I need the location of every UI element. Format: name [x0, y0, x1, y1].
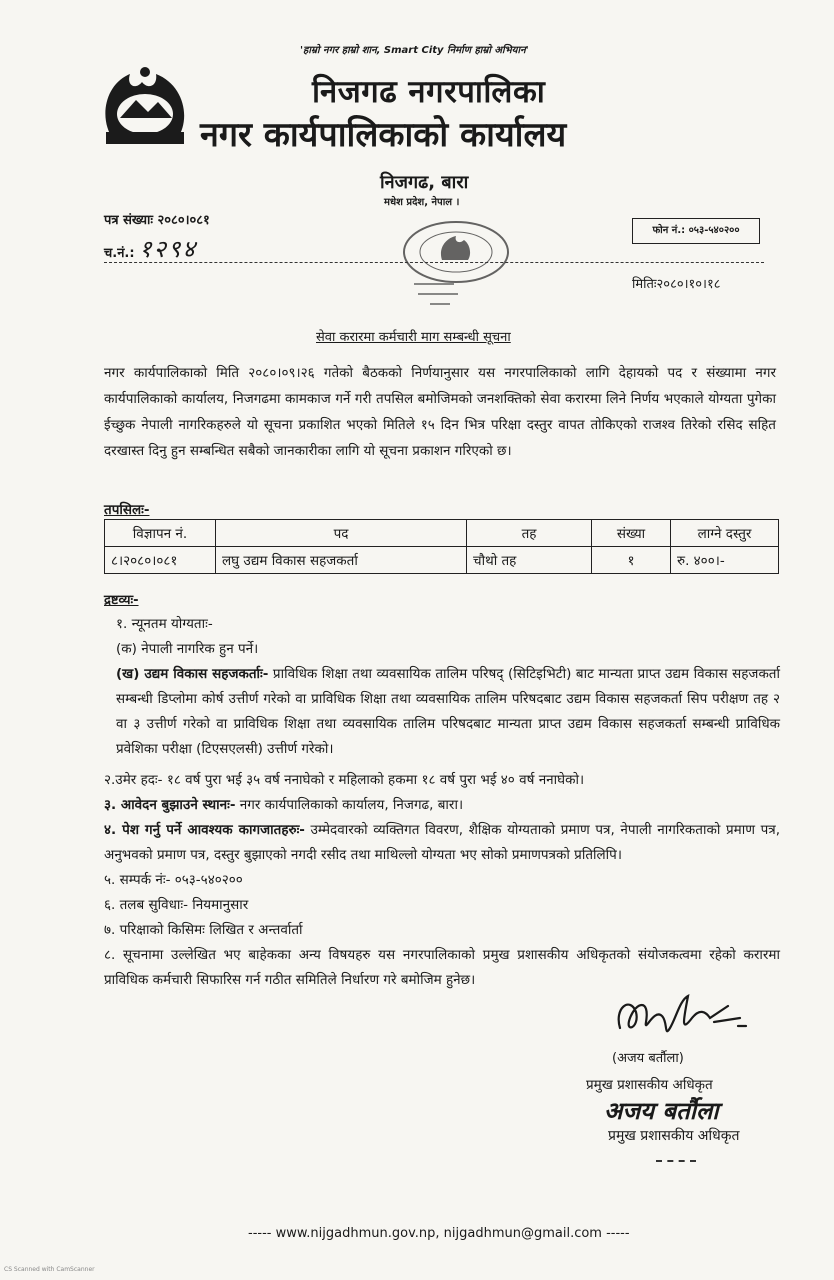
cell-post: लघु उद्यम विकास सहजकर्ता — [216, 547, 467, 574]
note-5: ५. सम्पर्क नंः- ०५३-५४०२०० — [104, 872, 243, 888]
footer-contact: ----- www.nijgadhmun.gov.np, nijgadhmun@gmail.com ----- — [248, 1226, 630, 1241]
note-3-label: ३. आवेदन बुझाउने स्थानः- — [104, 797, 236, 813]
col-level: तह — [467, 520, 592, 547]
province: मधेश प्रदेश, नेपाल । — [384, 197, 460, 208]
seal-name: अजय बर्तौला — [604, 1097, 719, 1125]
note-1b-label: (ख) उद्यम विकास सहजकर्ताः- — [116, 666, 269, 682]
municipality-name: निजगढ नगरपालिका — [312, 74, 546, 110]
col-post: पद — [216, 520, 467, 547]
letter-date: मितिः२०८०।१०।१८ — [632, 277, 721, 292]
notice-body: नगर कार्यपालिकाको मिति २०८०।०९।२६ गतेको बैठकको निर्णयानुसार यस नगरपालिकाको लागि देहायको पद र संख्यामा नगर कार्यपालिकाको कार्यालय, निजगढमा कामकाज गर्ने गरी तपसिल बमोजिमको जनशक्तिको सेवा करारमा लिने निर्णय भएकाले योग्यता पुगेका ईच्छुक नेपाली नागरिकहरुले यो सूचना प्रकाशित भएको मितिले १५ दिन भित्र परिक्षा दस्तुर वापत तोकिएको राजश्व तिरेको रसिद सहित दरखास्त दिनु हुन सम्बन्धित सबैको जानकारीका लागि यो सूचना प्रकाशन गरिएको छ। — [104, 365, 776, 459]
note-1a: (क) नेपाली नागरिक हुन पर्ने। — [116, 641, 259, 657]
nepal-emblem-icon — [96, 64, 194, 148]
note-2: २.उमेर हदः- १८ वर्ष पुरा भई ३५ वर्ष ननाघेको र महिलाको हकमा १८ वर्ष पुरा भई ४० वर्ष ननाघेको। — [104, 772, 585, 788]
col-ad-number: विज्ञापन नं. — [105, 520, 216, 547]
note-4-label: ४. पेश गर्नु पर्ने आवश्यक कागजातहरुः- — [104, 822, 305, 838]
slogan: 'हाम्रो नगर हाम्रो शान, Smart City निर्माण हाम्रो अभियान' — [300, 45, 529, 56]
scanner-watermark: CS Scanned with CamScanner — [4, 1266, 95, 1273]
dispatch-number — [104, 232, 197, 265]
signer-title: प्रमुख प्रशासकीय अधिकृत — [586, 1077, 713, 1093]
note-1b-text: प्राविधिक शिक्षा तथा व्यवसायिक तालिम परिषद् (सिटिइभिटी) बाट मान्यता प्राप्त उद्यम विकास सहजकर्ता सम्बन्धी डिप्लोमा कोर्ष उत्तीर्ण गरेको वा प्राविधिक शिक्षा तथा व्यवसायिक तालिम परिषदबाट उद्यम विकास सहजकर्ता सिप परीक्षण तह २ वा ३ उत्तीर्ण गरेको वा प्राविधिक शिक्षा तथा व्यवसायिक तालिम परिषदबाट मान्यता प्राप्त उद्यम विकास सहजकर्ता सम्बन्धी प्राविधिक प्रवेशिका परीक्षा (टिएसएलसी) उत्तीर्ण गरेको। — [116, 666, 780, 757]
seal-underline — [656, 1160, 696, 1162]
cell-fee: रु. ४००।- — [671, 547, 779, 574]
letter-number: पत्र संख्याः २०८०।०८१ — [104, 213, 210, 228]
office-name: नगर कार्यपालिकाको कार्यालय — [200, 115, 567, 155]
note-6: ६. तलब सुविधाः- नियमानुसार — [104, 897, 249, 913]
notes-list — [104, 612, 780, 993]
note-3-text: नगर कार्यपालिकाको कार्यालय, निजगढ, बारा। — [235, 797, 464, 813]
cell-level: चौथो तह — [467, 547, 592, 574]
cell-count: १ — [592, 547, 671, 574]
note-7: ७. परिक्षाको किसिमः लिखित र अन्तर्वार्ता — [104, 922, 303, 938]
note-4 — [104, 818, 780, 868]
phone-box: फोन नं.: ०५३-५४०२०० — [632, 218, 760, 244]
col-count: संख्या — [592, 520, 671, 547]
col-fee: लाग्ने दस्तुर — [671, 520, 779, 547]
signer-name-handwritten: (अजय बर्तौला) — [612, 1051, 684, 1066]
table-row — [105, 547, 779, 574]
note-8: ८. सूचनामा उल्लेखित भए बाहेकका अन्य विषयहरु यस नगरपालिकाको प्रमुख प्रशासकीय अधिकृतको संयोजकत्वमा रहेको करारमा प्राविधिक कर्मचारी सिफारिस गर्न गठीत समितिले निर्धारण गरे बमोजिम हुनेछ। — [104, 947, 780, 988]
notice-subject: सेवा करारमा कर्मचारी माग सम्बन्धी सूचना — [316, 330, 511, 345]
table-header-row — [105, 520, 779, 547]
note-1b — [104, 662, 780, 762]
signature-icon — [610, 988, 760, 1050]
cell-ad-number: ८।२०८०।०८१ — [105, 547, 216, 574]
notes-heading: द्रष्टव्यः- — [104, 593, 139, 608]
dispatch-label: च.नं.: — [104, 246, 135, 261]
office-location: निजगढ, बारा — [380, 172, 469, 193]
note-3 — [104, 793, 780, 818]
vacancy-table — [104, 519, 779, 574]
seal-title: प्रमुख प्रशासकीय अधिकृत — [608, 1128, 740, 1144]
note-1-title: १. न्यूनतम योग्यताः- — [116, 616, 213, 632]
office-round-stamp-icon — [384, 218, 514, 314]
header-divider — [104, 262, 764, 263]
dispatch-value: १२९४ — [139, 235, 197, 263]
note-4-text: उम्मेदवारको व्यक्तिगत विवरण, शैक्षिक योग्यताको प्रमाण पत्र, नेपाली नागरिकताको प्रमाण पत्र, अनुभवको प्रमाण पत्र, दस्तुर बुझाएको नगदी रसीद तथा माथिल्लो योग्यता भए सोको प्रमाणपत्रको प्रतिलिपि। — [104, 822, 781, 863]
details-label: तपसिलः- — [104, 502, 150, 518]
